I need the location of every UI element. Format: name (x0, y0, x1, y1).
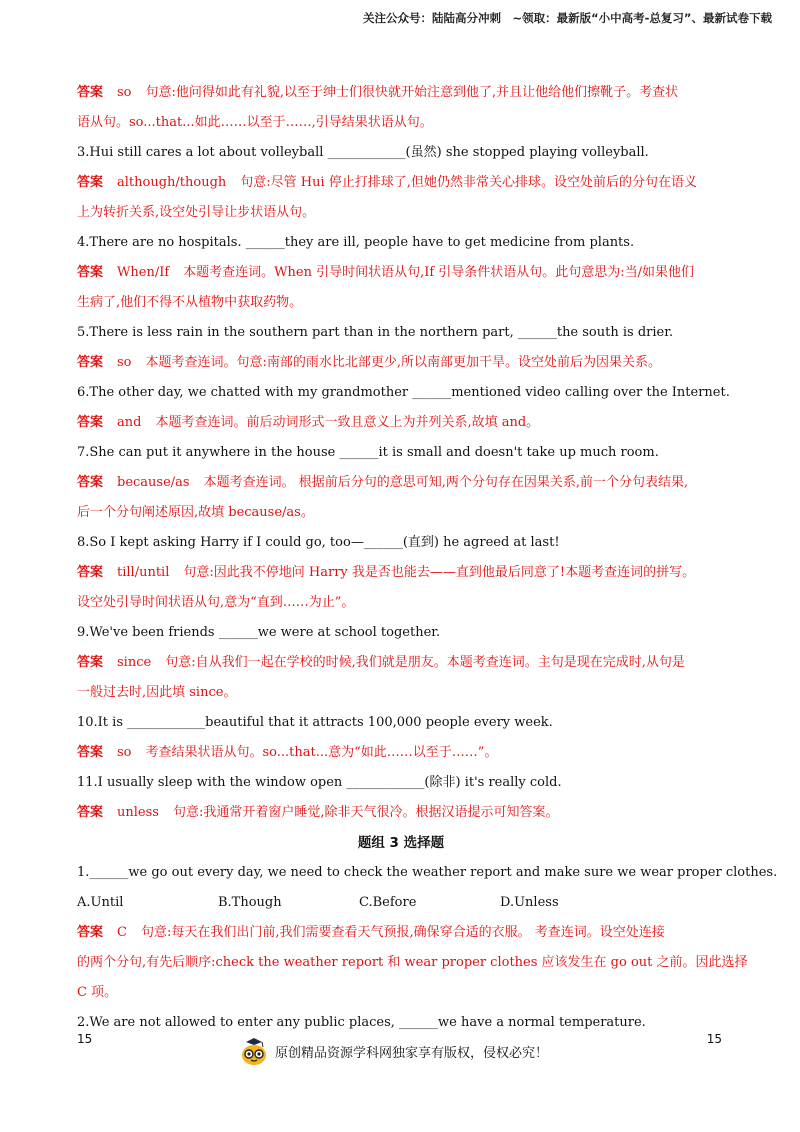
answer-key: C (117, 925, 127, 940)
document-body (77, 78, 778, 1038)
question-line: 6.The other day, we chatted with my grandmother ______mentioned video calling over the Internet. (77, 385, 730, 400)
answer-line (77, 648, 725, 678)
question-line: 11.I usually sleep with the window open ____________(除非) it's really cold. (77, 775, 562, 790)
answer-key: unless (117, 805, 159, 820)
answer-label: 答案 (77, 265, 104, 280)
option-item: B.Though (218, 895, 282, 910)
answer-continuation: 语从句。so...that...如此……以至于……,引导结果状语从句。 (77, 115, 433, 130)
answer-explanation: 本题考查连词。 根据前后分句的意思可知,两个分句存在因果关系,前一个分句表结果, (203, 475, 689, 490)
answer-line (77, 78, 725, 108)
question-line: 3.Hui still cares a lot about volleyball ____________(虽然) she stopped playing volleyball. (77, 145, 649, 160)
question-line: 7.She can put it anywhere in the house ______it is small and doesn't take up much room. (77, 445, 659, 460)
question-line: 8.So I kept asking Harry if I could go, too—______(直到) he agreed at last! (77, 535, 560, 550)
answer-line (77, 168, 725, 198)
answer-continuation: 的两个分句,有先后顺序:check the weather report 和 wear proper clothes 应该发生在 go out 之前。因此选择 (77, 955, 748, 970)
answer-continuation: 上为转折关系,设空处引导让步状语从句。 (77, 205, 316, 220)
answer-explanation: 本题考查连词。When 引导时间状语从句,If 引导条件状语从句。此句意思为:当/如果他们 (183, 265, 695, 280)
answer-line (77, 738, 725, 768)
answer-label: 答案 (77, 655, 104, 670)
answer-explanation: 句意:他问得如此有礼貌,以至于绅士们很快就开始注意到他了,并且让他给他们擦靴子。考查状 (145, 85, 679, 100)
option-item: A.Until (77, 895, 124, 910)
answer-key: till/until (117, 565, 170, 580)
answer-label: 答案 (77, 565, 104, 580)
answer-label: 答案 (77, 85, 104, 100)
answer-key: since (117, 655, 152, 670)
answer-label: 答案 (77, 805, 104, 820)
page-number-left: 15 (77, 1032, 93, 1046)
answer-line (77, 558, 725, 588)
question-line: 10.It is ____________beautiful that it attracts 100,000 people every week. (77, 715, 553, 730)
answer-line (77, 918, 725, 948)
answer-label: 答案 (77, 475, 104, 490)
mascot-icon (237, 1036, 271, 1066)
question-line: 2.We are not allowed to enter any public places, ______we have a normal temperature. (77, 1015, 646, 1030)
answer-label: 答案 (77, 925, 104, 940)
footer-text: 原创精品资源学科网独家享有版权，侵权必究！ (275, 1045, 549, 1061)
question-line: 1.______we go out every day, we need to check the weather report and make sure we wear proper clothes. (77, 865, 778, 880)
answer-line (77, 798, 725, 828)
answer-label: 答案 (77, 355, 104, 370)
answer-continuation: 设空处引导时间状语从句,意为“直到……为止”。 (77, 595, 355, 610)
option-item: D.Unless (500, 895, 559, 910)
answer-explanation: 本题考查连词。句意:南部的雨水比北部更少,所以南部更加干旱。设空处前后为因果关系。 (145, 355, 662, 370)
question-line: 4.There are no hospitals. ______they are ill, people have to get medicine from plants. (77, 235, 635, 250)
answer-continuation: C 项。 (77, 985, 118, 1000)
page-number-right: 15 (706, 1032, 722, 1046)
question-line: 5.There is less rain in the southern part than in the northern part, ______the south is drier. (77, 325, 674, 340)
answer-continuation: 一般过去时,因此填 since。 (77, 685, 237, 700)
answer-explanation: 句意:每天在我们出门前,我们需要查看天气预报,确保穿合适的衣服。 考查连词。设空处连接 (140, 925, 665, 940)
answer-options (77, 888, 725, 918)
copyright-footer (237, 1036, 548, 1066)
answer-key: so (117, 355, 132, 370)
answer-explanation: 本题考查连词。前后动词形式一致且意义上为并列关系,故填 and。 (155, 415, 540, 430)
answer-key: so (117, 745, 132, 760)
answer-line (77, 468, 725, 498)
answer-label: 答案 (77, 175, 104, 190)
answer-explanation: 句意:我通常开着窗户睡觉,除非天气很冷。根据汉语提示可知答案。 (172, 805, 559, 820)
page-header: 关注公众号：陆陆高分冲刺 ~领取：最新版“小中高考-总复习”、最新试卷下载 (362, 11, 772, 25)
answer-label: 答案 (77, 745, 104, 760)
question-line: 9.We've been friends ______we were at school together. (77, 625, 441, 640)
answer-continuation: 后一个分句阐述原因,故填 because/as。 (77, 505, 314, 520)
answer-explanation: 句意:尽管 Hui 停止打排球了,但她仍然非常关心排球。设空处前后的分句在语义 (240, 175, 697, 190)
answer-line (77, 408, 725, 438)
answer-key: because/as (117, 475, 190, 490)
answer-explanation: 考查结果状语从句。so...that...意为“如此……以至于……”。 (145, 745, 498, 760)
answer-key: so (117, 85, 132, 100)
answer-label: 答案 (77, 415, 104, 430)
section-title: 题组 3 选择题 (357, 835, 445, 851)
answer-key: although/though (117, 175, 227, 190)
answer-explanation: 句意:自从我们一起在学校的时候,我们就是朋友。本题考查连词。主句是现在完成时,从句是 (165, 655, 685, 670)
answer-explanation: 句意:因此我不停地问 Harry 我是否也能去——直到他最后同意了!本题考查连词的拼写。 (183, 565, 696, 580)
option-item: C.Before (359, 895, 417, 910)
answer-key: and (117, 415, 142, 430)
answer-line (77, 258, 725, 288)
answer-key: When/If (117, 265, 170, 280)
answer-line (77, 348, 725, 378)
answer-continuation: 生病了,他们不得不从植物中获取药物。 (77, 295, 303, 310)
